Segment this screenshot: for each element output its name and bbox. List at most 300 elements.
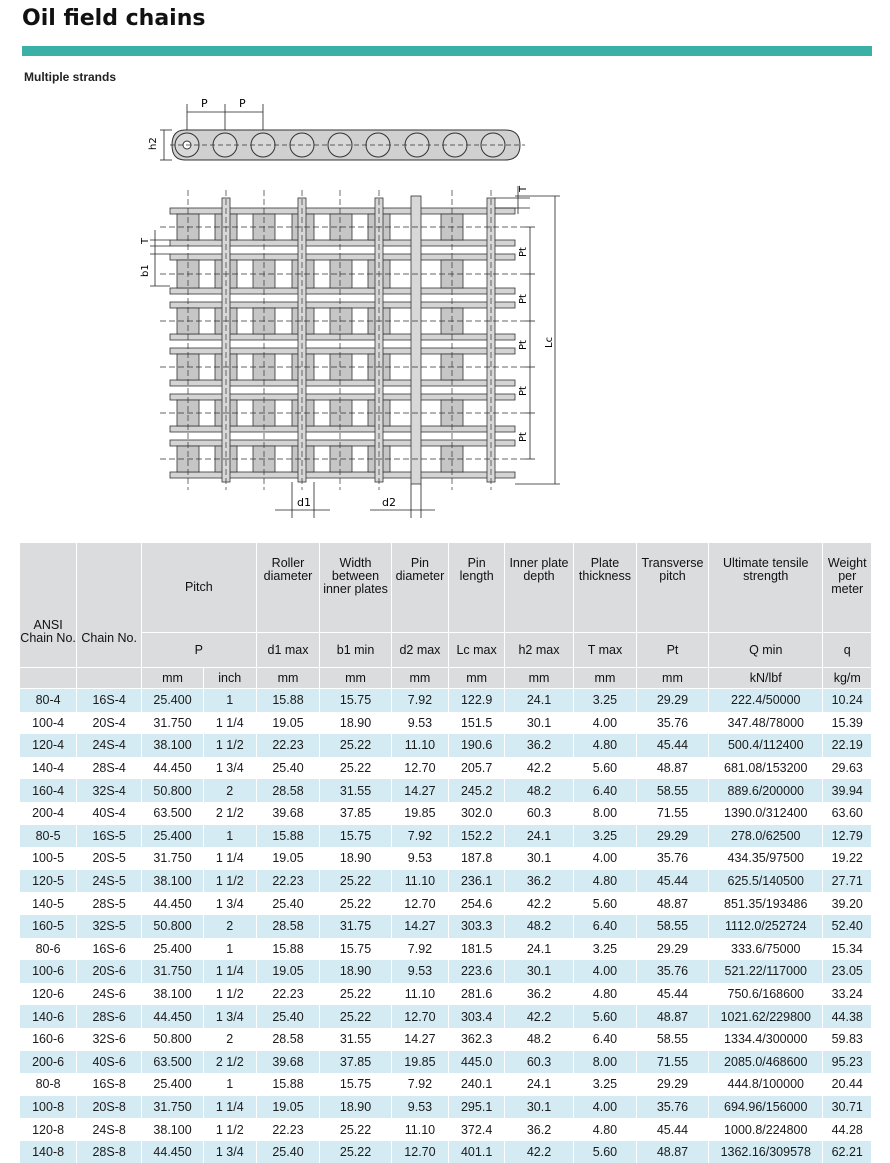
table-cell: 58.55: [636, 1028, 708, 1051]
symbol-pin-diameter: d2 max: [391, 633, 449, 668]
table-cell: 33.24: [823, 983, 872, 1006]
table-cell: 39.68: [256, 1051, 320, 1074]
table-cell: 9.53: [391, 1096, 449, 1119]
table-cell: 120-4: [20, 734, 77, 757]
table-cell: 15.75: [320, 689, 391, 712]
table-cell: 7.92: [391, 825, 449, 848]
symbol-inner-plate: h2 max: [504, 633, 573, 668]
table-cell: 19.05: [256, 847, 320, 870]
table-cell: 18.90: [320, 960, 391, 983]
table-cell: 4.80: [574, 1118, 637, 1141]
table-cell: 10.24: [823, 689, 872, 712]
table-cell: 1 1/4: [203, 1096, 256, 1119]
table-cell: 25.22: [320, 870, 391, 893]
table-cell: 25.22: [320, 983, 391, 1006]
chain-top-view: [170, 196, 515, 484]
table-cell: 1 1/2: [203, 1118, 256, 1141]
label-pt-4: Pt: [518, 386, 529, 396]
label-lc: Lc: [544, 337, 555, 348]
unit-cell: mm: [449, 668, 505, 689]
table-cell: 1: [203, 938, 256, 961]
table-cell: 48.2: [504, 1028, 573, 1051]
table-cell: 3.25: [574, 689, 637, 712]
table-cell: 16S-8: [77, 1073, 142, 1096]
table-cell: 1112.0/252724: [709, 915, 823, 938]
table-cell: 14.27: [391, 915, 449, 938]
table-cell: 2 1/2: [203, 802, 256, 825]
table-cell: 15.75: [320, 938, 391, 961]
table-cell: 36.2: [504, 734, 573, 757]
table-cell: 15.88: [256, 689, 320, 712]
unit-cell: mm: [256, 668, 320, 689]
table-cell: 200-6: [20, 1051, 77, 1074]
table-cell: 29.29: [636, 689, 708, 712]
unit-cell: mm: [574, 668, 637, 689]
table-cell: 48.87: [636, 1141, 708, 1163]
table-row: [20, 1051, 872, 1074]
table-cell: 63.500: [142, 802, 204, 825]
table-cell: 122.9: [449, 689, 505, 712]
table-row: [20, 1096, 872, 1119]
table-cell: 1362.16/309578: [709, 1141, 823, 1163]
table-cell: 25.400: [142, 938, 204, 961]
table-cell: 48.87: [636, 757, 708, 780]
table-cell: 24S-8: [77, 1118, 142, 1141]
table-cell: 16S-6: [77, 938, 142, 961]
table-cell: 22.23: [256, 734, 320, 757]
table-row: [20, 1073, 872, 1096]
table-cell: 7.92: [391, 689, 449, 712]
table-cell: 5.60: [574, 892, 637, 915]
table-cell: 303.3: [449, 915, 505, 938]
table-cell: 12.70: [391, 1141, 449, 1163]
table-cell: 4.00: [574, 847, 637, 870]
table-cell: 48.2: [504, 915, 573, 938]
table-cell: 58.55: [636, 779, 708, 802]
table-cell: 120-8: [20, 1118, 77, 1141]
table-cell: 29.29: [636, 825, 708, 848]
table-cell: 445.0: [449, 1051, 505, 1074]
table-cell: 40S-4: [77, 802, 142, 825]
table-cell: 681.08/153200: [709, 757, 823, 780]
table-cell: 25.22: [320, 1118, 391, 1141]
table-cell: 15.88: [256, 938, 320, 961]
table-cell: 100-4: [20, 712, 77, 735]
table-cell: 44.450: [142, 1141, 204, 1163]
table-cell: 11.10: [391, 983, 449, 1006]
table-cell: 25.40: [256, 1141, 320, 1163]
table-cell: 2: [203, 915, 256, 938]
table-cell: 29.29: [636, 1073, 708, 1096]
table-cell: 22.23: [256, 870, 320, 893]
table-cell: 11.10: [391, 734, 449, 757]
table-cell: 25.400: [142, 1073, 204, 1096]
unit-blank: [77, 668, 142, 689]
unit-cell: mm: [636, 668, 708, 689]
table-cell: 37.85: [320, 1051, 391, 1074]
table-cell: 100-5: [20, 847, 77, 870]
table-row: [20, 892, 872, 915]
header-ultimate-tensile-strength: Ultimate tensile strength: [709, 543, 823, 633]
table-cell: 50.800: [142, 915, 204, 938]
table-cell: 36.2: [504, 983, 573, 1006]
table-cell: 5.60: [574, 1005, 637, 1028]
table-cell: 38.100: [142, 983, 204, 1006]
table-cell: 9.53: [391, 712, 449, 735]
table-cell: 8.00: [574, 1051, 637, 1074]
unit-cell: mm: [391, 668, 449, 689]
table-cell: 19.05: [256, 712, 320, 735]
table-cell: 140-5: [20, 892, 77, 915]
table-cell: 20S-8: [77, 1096, 142, 1119]
table-cell: 30.1: [504, 960, 573, 983]
table-cell: 15.88: [256, 1073, 320, 1096]
table-row: [20, 689, 872, 712]
header-chain-no: Chain No.: [77, 543, 142, 668]
header-transverse-pitch: Transverse pitch: [636, 543, 708, 633]
table-cell: 80-8: [20, 1073, 77, 1096]
table-cell: 62.21: [823, 1141, 872, 1163]
table-cell: 1 1/4: [203, 847, 256, 870]
table-cell: 12.70: [391, 1005, 449, 1028]
table-cell: 120-5: [20, 870, 77, 893]
header-pitch: Pitch: [142, 543, 256, 633]
table-cell: 20S-4: [77, 712, 142, 735]
unit-cell: mm: [320, 668, 391, 689]
header-ansi-chain-no: ANSI Chain No.: [20, 543, 77, 668]
table-cell: 100-6: [20, 960, 77, 983]
label-p-2: P: [239, 97, 246, 110]
table-cell: 3.25: [574, 1073, 637, 1096]
label-d1: d1: [297, 496, 311, 509]
table-cell: 181.5: [449, 938, 505, 961]
table-cell: 31.750: [142, 1096, 204, 1119]
table-cell: 12.79: [823, 825, 872, 848]
table-cell: 20S-5: [77, 847, 142, 870]
table-cell: 4.80: [574, 983, 637, 1006]
table-cell: 19.22: [823, 847, 872, 870]
table-cell: 44.38: [823, 1005, 872, 1028]
table-cell: 31.750: [142, 712, 204, 735]
table-cell: 1390.0/312400: [709, 802, 823, 825]
table-cell: 140-6: [20, 1005, 77, 1028]
table-cell: 1000.8/224800: [709, 1118, 823, 1141]
table-cell: 2085.0/468600: [709, 1051, 823, 1074]
table-cell: 20S-6: [77, 960, 142, 983]
table-cell: 4.80: [574, 734, 637, 757]
table-cell: 236.1: [449, 870, 505, 893]
table-cell: 278.0/62500: [709, 825, 823, 848]
label-pt-3: Pt: [518, 340, 529, 350]
header-weight-per-meter: Weight per meter: [823, 543, 872, 633]
table-cell: 25.22: [320, 892, 391, 915]
table-cell: 1 3/4: [203, 1141, 256, 1163]
table-cell: 71.55: [636, 1051, 708, 1074]
table-cell: 750.6/168600: [709, 983, 823, 1006]
table-cell: 30.71: [823, 1096, 872, 1119]
table-cell: 44.28: [823, 1118, 872, 1141]
table-cell: 45.44: [636, 983, 708, 1006]
table-cell: 9.53: [391, 960, 449, 983]
table-cell: 140-4: [20, 757, 77, 780]
table-row: [20, 802, 872, 825]
table-cell: 24.1: [504, 825, 573, 848]
label-d2: d2: [382, 496, 396, 509]
table-cell: 9.53: [391, 847, 449, 870]
table-cell: 12.70: [391, 892, 449, 915]
table-cell: 71.55: [636, 802, 708, 825]
table-cell: 120-6: [20, 983, 77, 1006]
table-cell: 22.19: [823, 734, 872, 757]
table-cell: 372.4: [449, 1118, 505, 1141]
table-cell: 31.55: [320, 779, 391, 802]
table-cell: 521.22/117000: [709, 960, 823, 983]
table-cell: 30.1: [504, 1096, 573, 1119]
table-cell: 281.6: [449, 983, 505, 1006]
table-cell: 15.39: [823, 712, 872, 735]
table-cell: 1 1/4: [203, 712, 256, 735]
table-row: [20, 983, 872, 1006]
table-cell: 23.05: [823, 960, 872, 983]
table-cell: 851.35/193486: [709, 892, 823, 915]
table-cell: 40S-6: [77, 1051, 142, 1074]
table-cell: 6.40: [574, 915, 637, 938]
table-cell: 35.76: [636, 847, 708, 870]
table-cell: 152.2: [449, 825, 505, 848]
table-cell: 1 3/4: [203, 1005, 256, 1028]
header-pin-diameter: Pin diameter: [391, 543, 449, 633]
table-cell: 80-6: [20, 938, 77, 961]
table-cell: 4.00: [574, 1096, 637, 1119]
table-row: [20, 1141, 872, 1163]
title-divider: [22, 46, 872, 56]
table-cell: 223.6: [449, 960, 505, 983]
table-cell: 160-4: [20, 779, 77, 802]
table-cell: 16S-5: [77, 825, 142, 848]
table-cell: 48.2: [504, 779, 573, 802]
table-cell: 25.22: [320, 1141, 391, 1163]
table-cell: 35.76: [636, 1096, 708, 1119]
table-cell: 63.60: [823, 802, 872, 825]
table-cell: 347.48/78000: [709, 712, 823, 735]
table-cell: 48.87: [636, 1005, 708, 1028]
table-row: [20, 870, 872, 893]
table-cell: 6.40: [574, 779, 637, 802]
table-cell: 1 3/4: [203, 892, 256, 915]
unit-cell: mm: [142, 668, 204, 689]
table-cell: 60.3: [504, 1051, 573, 1074]
table-cell: 7.92: [391, 938, 449, 961]
table-cell: 295.1: [449, 1096, 505, 1119]
table-cell: 44.450: [142, 757, 204, 780]
header-inner-plate-depth: Inner plate depth: [504, 543, 573, 633]
symbol-plate-thickness: T max: [574, 633, 637, 668]
table-cell: 80-5: [20, 825, 77, 848]
symbol-roller: d1 max: [256, 633, 320, 668]
table-cell: 889.6/200000: [709, 779, 823, 802]
table-cell: 39.20: [823, 892, 872, 915]
section-subtitle: Multiple strands: [24, 70, 116, 84]
table-cell: 362.3: [449, 1028, 505, 1051]
table-cell: 3.25: [574, 825, 637, 848]
table-cell: 52.40: [823, 915, 872, 938]
table-cell: 28.58: [256, 779, 320, 802]
symbol-weight: q: [823, 633, 872, 668]
table-cell: 19.05: [256, 1096, 320, 1119]
table-cell: 6.40: [574, 1028, 637, 1051]
table-cell: 42.2: [504, 1005, 573, 1028]
table-cell: 63.500: [142, 1051, 204, 1074]
header-roller-diameter: Roller diameter: [256, 543, 320, 633]
table-cell: 16S-4: [77, 689, 142, 712]
table-cell: 36.2: [504, 870, 573, 893]
table-cell: 39.68: [256, 802, 320, 825]
table-cell: 1: [203, 689, 256, 712]
table-row: [20, 938, 872, 961]
table-cell: 38.100: [142, 870, 204, 893]
table-cell: 254.6: [449, 892, 505, 915]
table-row: [20, 1118, 872, 1141]
table-cell: 37.85: [320, 802, 391, 825]
table-cell: 38.100: [142, 1118, 204, 1141]
table-cell: 500.4/112400: [709, 734, 823, 757]
table-cell: 35.76: [636, 712, 708, 735]
table-cell: 11.10: [391, 870, 449, 893]
table-cell: 27.71: [823, 870, 872, 893]
table-cell: 333.6/75000: [709, 938, 823, 961]
table-cell: 222.4/50000: [709, 689, 823, 712]
table-cell: 140-8: [20, 1141, 77, 1163]
table-cell: 60.3: [504, 802, 573, 825]
table-cell: 8.00: [574, 802, 637, 825]
table-cell: 5.60: [574, 757, 637, 780]
table-cell: 15.34: [823, 938, 872, 961]
table-cell: 29.29: [636, 938, 708, 961]
table-cell: 1 1/4: [203, 960, 256, 983]
table-cell: 31.750: [142, 960, 204, 983]
table-cell: 28S-4: [77, 757, 142, 780]
table-row: [20, 1005, 872, 1028]
unit-blank: [20, 668, 77, 689]
label-pt-2: Pt: [518, 294, 529, 304]
table-cell: 32S-4: [77, 779, 142, 802]
table-cell: 50.800: [142, 1028, 204, 1051]
table-cell: 28S-8: [77, 1141, 142, 1163]
table-cell: 4.80: [574, 870, 637, 893]
table-cell: 32S-5: [77, 915, 142, 938]
table-cell: 200-4: [20, 802, 77, 825]
table-row: [20, 915, 872, 938]
table-cell: 59.83: [823, 1028, 872, 1051]
label-b1: b1: [140, 264, 151, 277]
table-cell: 58.55: [636, 915, 708, 938]
table-cell: 160-6: [20, 1028, 77, 1051]
table-cell: 18.90: [320, 1096, 391, 1119]
table-cell: 187.8: [449, 847, 505, 870]
table-cell: 24.1: [504, 1073, 573, 1096]
table-cell: 1 1/2: [203, 734, 256, 757]
table-cell: 15.75: [320, 825, 391, 848]
symbol-width: b1 min: [320, 633, 391, 668]
table-cell: 302.0: [449, 802, 505, 825]
table-cell: 22.23: [256, 983, 320, 1006]
table-cell: 24.1: [504, 689, 573, 712]
table-cell: 4.00: [574, 960, 637, 983]
table-cell: 30.1: [504, 847, 573, 870]
table-cell: 7.92: [391, 1073, 449, 1096]
table-cell: 694.96/156000: [709, 1096, 823, 1119]
table-cell: 31.55: [320, 1028, 391, 1051]
table-row: [20, 779, 872, 802]
table-cell: 24.1: [504, 938, 573, 961]
table-cell: 2: [203, 1028, 256, 1051]
header-plate-thickness: Plate thickness: [574, 543, 637, 633]
table-cell: 18.90: [320, 847, 391, 870]
table-cell: 39.94: [823, 779, 872, 802]
table-cell: 80-4: [20, 689, 77, 712]
table-cell: 18.90: [320, 712, 391, 735]
header-pin-length: Pin length: [449, 543, 505, 633]
table-cell: 31.750: [142, 847, 204, 870]
table-cell: 28.58: [256, 1028, 320, 1051]
table-cell: 42.2: [504, 892, 573, 915]
table-row: [20, 734, 872, 757]
table-cell: 44.450: [142, 892, 204, 915]
table-cell: 28.58: [256, 915, 320, 938]
unit-cell: inch: [203, 668, 256, 689]
table-cell: 25.40: [256, 1005, 320, 1028]
table-cell: 42.2: [504, 1141, 573, 1163]
table-cell: 11.10: [391, 1118, 449, 1141]
table-cell: 444.8/100000: [709, 1073, 823, 1096]
table-cell: 625.5/140500: [709, 870, 823, 893]
table-cell: 45.44: [636, 870, 708, 893]
table-cell: 28S-6: [77, 1005, 142, 1028]
page-title: Oil field chains: [22, 6, 205, 31]
table-cell: 1 1/2: [203, 983, 256, 1006]
table-cell: 190.6: [449, 734, 505, 757]
label-h2: h2: [148, 137, 159, 150]
label-t-top: T: [518, 185, 529, 193]
specification-rows: [20, 689, 872, 1163]
table-cell: 25.22: [320, 734, 391, 757]
table-row: [20, 960, 872, 983]
table-cell: 25.40: [256, 892, 320, 915]
chain-diagram: [130, 90, 570, 522]
unit-cell: mm: [504, 668, 573, 689]
unit-cell: kg/m: [823, 668, 872, 689]
table-cell: 29.63: [823, 757, 872, 780]
table-cell: 24S-5: [77, 870, 142, 893]
table-cell: 151.5: [449, 712, 505, 735]
table-cell: 14.27: [391, 1028, 449, 1051]
label-pt-5: Pt: [518, 432, 529, 442]
table-cell: 303.4: [449, 1005, 505, 1028]
table-cell: 434.35/97500: [709, 847, 823, 870]
table-cell: 25.22: [320, 1005, 391, 1028]
table-row: [20, 825, 872, 848]
table-cell: 1: [203, 825, 256, 848]
table-cell: 95.23: [823, 1051, 872, 1074]
table-cell: 20.44: [823, 1073, 872, 1096]
table-cell: 240.1: [449, 1073, 505, 1096]
table-cell: 160-5: [20, 915, 77, 938]
label-p-1: P: [201, 97, 208, 110]
table-cell: 19.05: [256, 960, 320, 983]
table-cell: 401.1: [449, 1141, 505, 1163]
table-cell: 12.70: [391, 757, 449, 780]
table-cell: 15.88: [256, 825, 320, 848]
